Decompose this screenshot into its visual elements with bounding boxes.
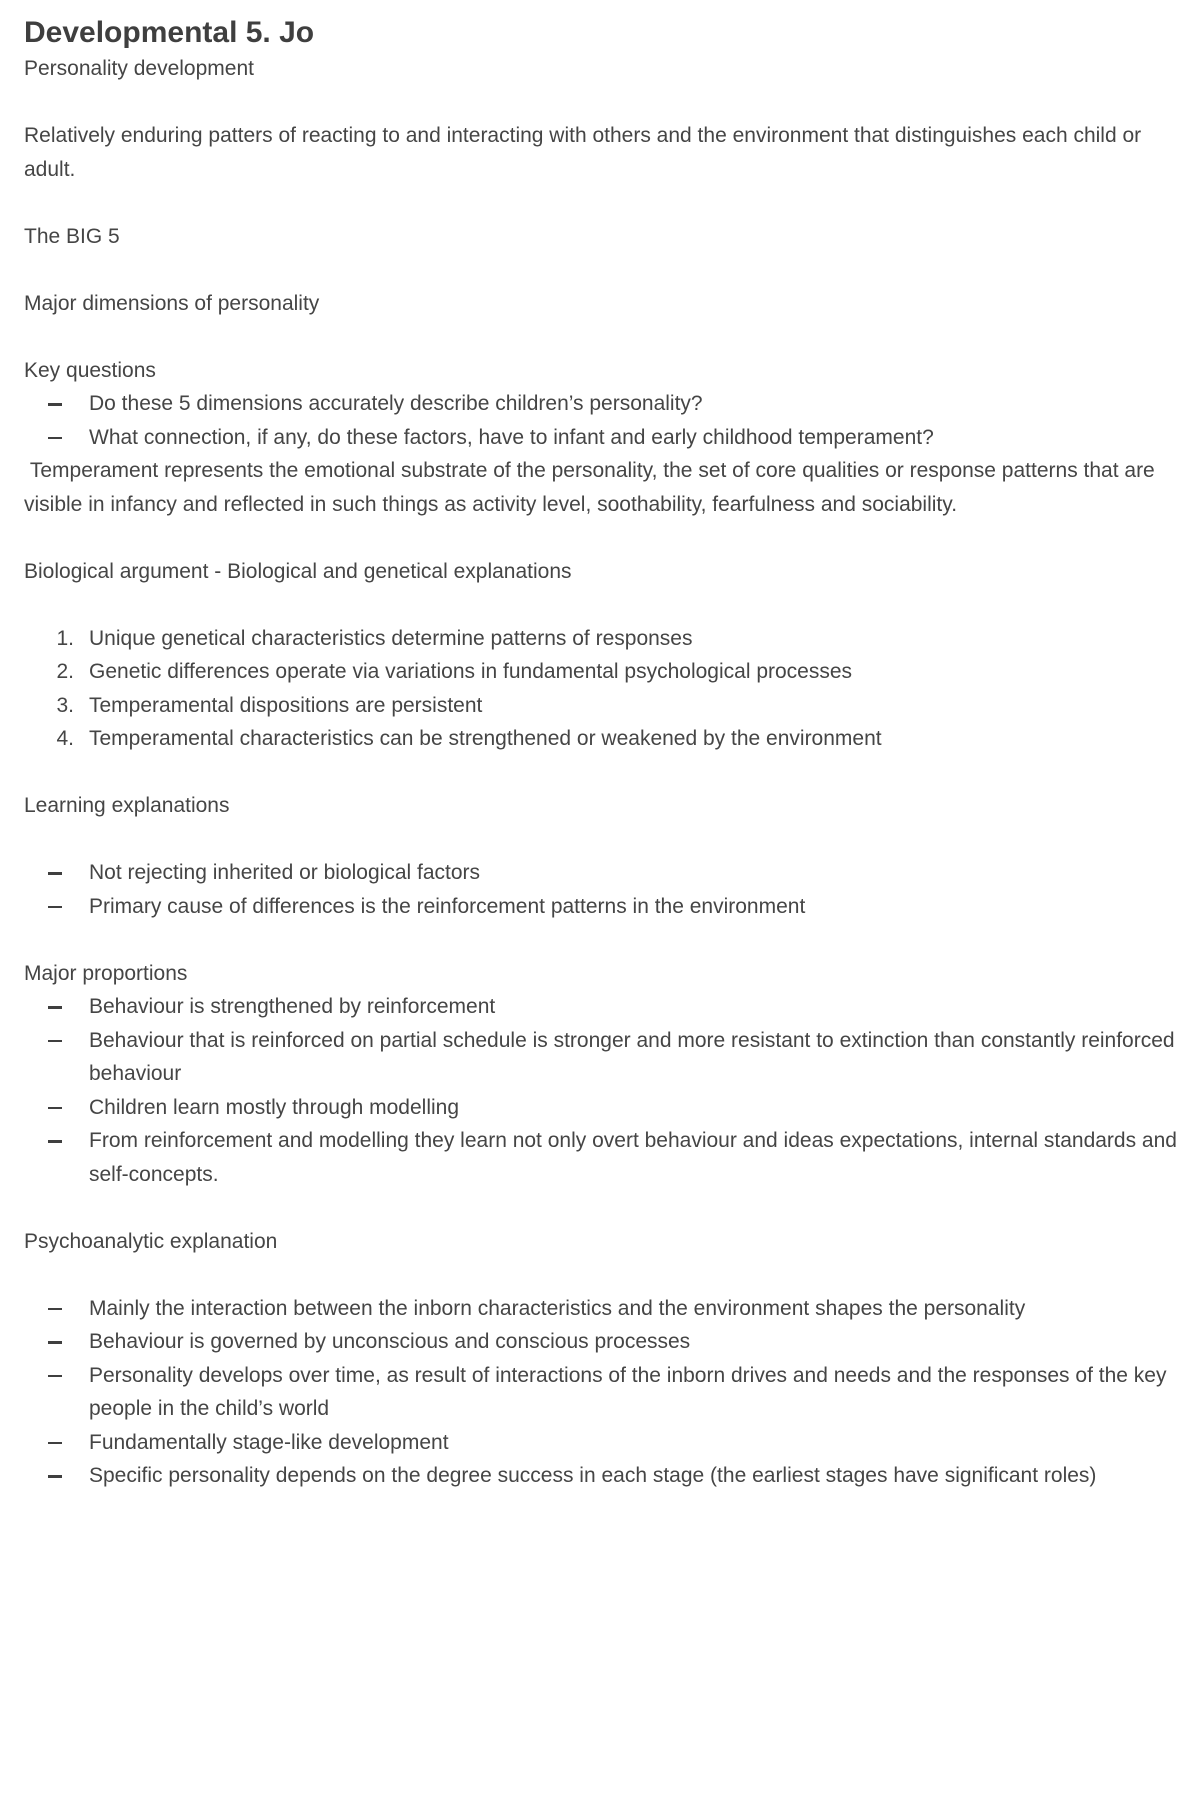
blank-line <box>24 823 1194 857</box>
list-item-text: Temperamental dispositions are persistent <box>89 693 483 717</box>
list-item-text: Genetic differences operate via variations in fundamental psychological processes <box>89 660 853 683</box>
list-item-text: What connection, if any, do these factors, have to infant and early childhood temperament? <box>89 425 934 449</box>
list-item-text: Specific personality depends on the degree success in each stage (the earliest stages have significant roles) <box>89 1464 1097 1487</box>
temperament-paragraph[interactable]: Temperament represents the emotional substrate of the personality, the set of core qualities or response patterns that are visible in infancy and reflected in such things as activity level, soothability, fearfulness and sociability. <box>24 459 1161 516</box>
blank-line <box>24 253 1194 287</box>
list-item-text: Behaviour that is reinforced on partial schedule is stronger and more resistant to extinction than constantly reinforced behaviour <box>89 1028 1175 1085</box>
learning-list <box>24 856 1194 923</box>
proportions-heading[interactable]: Major proportions <box>24 961 188 985</box>
list-number: 3. <box>56 693 74 717</box>
list-item[interactable] <box>24 421 1194 455</box>
list-number: 4. <box>56 727 74 750</box>
list-item-text: Temperamental characteristics can be strengthened or weakened by the environment <box>89 727 882 750</box>
list-item-text: Behaviour is strengthened by reinforcement <box>89 995 496 1018</box>
list-item-text: Behaviour is governed by unconscious and conscious processes <box>89 1330 691 1353</box>
list-number: 1. <box>56 626 74 650</box>
list-number: 2. <box>56 660 74 683</box>
blank-line <box>24 1258 1194 1292</box>
definition-paragraph[interactable]: Relatively enduring patters of reacting to and interacting with others and the environment that distinguishes each child or adult. <box>24 124 1142 181</box>
key-questions-heading[interactable]: Key questions <box>24 358 156 382</box>
list-item-text: From reinforcement and modelling they learn not only overt behaviour and ideas expectations, internal standards and self-concepts. <box>89 1129 1177 1186</box>
blank-line <box>24 756 1194 790</box>
biological-list <box>24 622 1194 756</box>
list-item-text: Children learn mostly through modelling <box>89 1095 460 1119</box>
list-item-text: Do these 5 dimensions accurately describe children’s personality? <box>89 392 703 415</box>
list-item-text: Personality develops over time, as result of interactions of the inborn drives and needs and the responses of the key people in the child’s world <box>89 1363 1167 1420</box>
list-item[interactable] <box>24 890 1194 924</box>
note-body[interactable] <box>24 14 1194 1493</box>
list-item[interactable] <box>24 689 1194 723</box>
list-item-text: Not rejecting inherited or biological factors <box>89 861 481 884</box>
list-item[interactable] <box>24 1359 1194 1426</box>
biological-heading[interactable]: Biological argument - Biological and genetical explanations <box>24 559 572 583</box>
list-item[interactable] <box>24 722 1194 756</box>
list-item[interactable] <box>24 1292 1194 1326</box>
list-item[interactable] <box>24 387 1194 421</box>
blank-line <box>24 923 1194 957</box>
list-item[interactable] <box>24 1459 1194 1493</box>
list-item[interactable] <box>24 1091 1194 1125</box>
list-item[interactable] <box>24 655 1194 689</box>
dimensions-heading[interactable]: Major dimensions of personality <box>24 291 320 315</box>
blank-line <box>24 86 1194 120</box>
learning-heading[interactable]: Learning explanations <box>24 794 230 817</box>
list-item[interactable] <box>24 856 1194 890</box>
psychoanalytic-list <box>24 1292 1194 1493</box>
list-item-text: Mainly the interaction between the inborn characteristics and the environment shapes the personality <box>89 1296 1026 1320</box>
list-item[interactable] <box>24 990 1194 1024</box>
blank-line <box>24 1191 1194 1225</box>
blank-line <box>24 588 1194 622</box>
note-title[interactable]: Developmental 5. Jo <box>24 16 315 49</box>
list-item[interactable] <box>24 1024 1194 1091</box>
psychoanalytic-heading[interactable]: Psychoanalytic explanation <box>24 1229 278 1253</box>
list-item[interactable] <box>24 1124 1194 1191</box>
big5-heading[interactable]: The BIG 5 <box>24 224 120 248</box>
proportions-list <box>24 990 1194 1191</box>
list-item-text: Primary cause of differences is the reinforcement patterns in the environment <box>89 894 806 918</box>
list-item-text: Unique genetical characteristics determine patterns of responses <box>89 626 693 650</box>
blank-line <box>24 521 1194 555</box>
blank-line <box>24 320 1194 354</box>
note-subtitle[interactable]: Personality development <box>24 57 254 80</box>
blank-line <box>24 186 1194 220</box>
list-item[interactable] <box>24 622 1194 656</box>
list-item-text: Fundamentally stage-like development <box>89 1430 449 1454</box>
key-questions-list <box>24 387 1194 454</box>
list-item[interactable] <box>24 1426 1194 1460</box>
list-item[interactable] <box>24 1325 1194 1359</box>
